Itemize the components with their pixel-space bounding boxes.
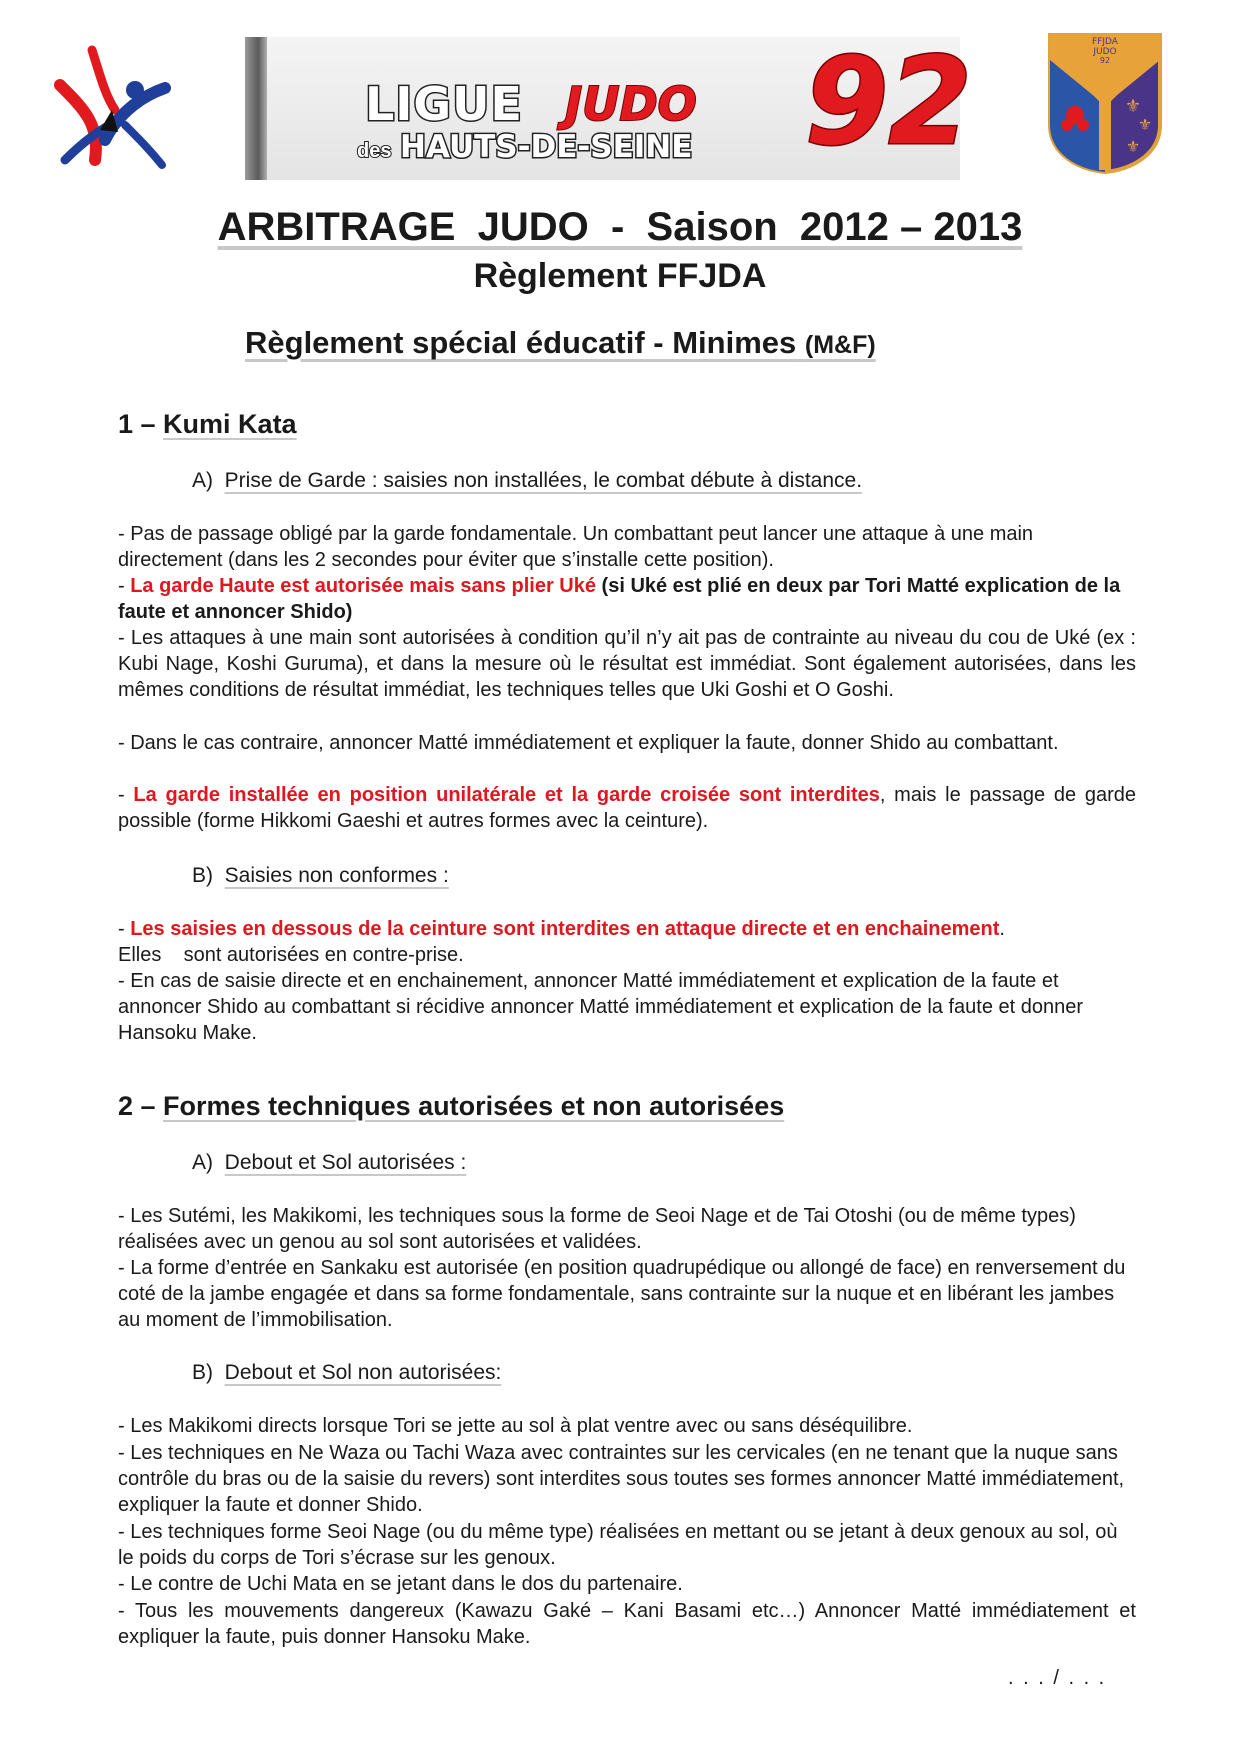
section-1-number: 1 – xyxy=(118,409,164,439)
page-header xyxy=(0,0,1240,190)
banner-ligue-text: LIGUE xyxy=(365,77,523,131)
crest-text-top: FFJDA xyxy=(1092,37,1118,47)
continuation-marker: . . . / . . . xyxy=(1008,1667,1107,1689)
section-1a-title: Prise de Garde : saisies non installées, le combat débute à distance. xyxy=(224,469,863,492)
svg-text:⚜: ⚜ xyxy=(1124,96,1142,117)
section-1b-line-2: Elles sont autorisées en contre-prise. xyxy=(118,944,464,966)
section-1a-paragraph-1: - Pas de passage obligé par la garde fondamentale. Un combattant peut lancer une attaque à une main directement (dans les 2 secondes pour éviter que s’installe cette position). xyxy=(118,523,1034,571)
section-1b-paragraph-2: - En cas de saisie directe et en enchainement, annoncer Matté immédiatement et explication de la faute et annoncer Shido au combattant si récidive annoncer Matté immédiatement et explication de la faute et donner Hansoku Make. xyxy=(118,970,1084,1044)
section-1-title: Kumi Kata xyxy=(163,409,297,439)
section-2b-paragraph-5: - Tous les mouvements dangereux (Kawazu Gaké – Kani Basami etc…) Annoncer Matté immédiatement et expliquer la faute, puis donner Hansoku Make. xyxy=(118,1600,1136,1648)
red-rule-saisies: Les saisies en dessous de la ceinture sont interdites en attaque directe et en enchainement xyxy=(130,918,1000,940)
section-2b-letter: B) xyxy=(192,1361,213,1384)
banner-hauts-de-seine-text: HAUTS-DE-SEINE xyxy=(400,129,693,165)
section-2a-paragraph-2: - La forme d’entrée en Sankaku est autorisée (en position quadrupédique ou allongé de face) en renversement du coté de la jambe engagée et dans sa forme fondamentale, sans contrainte sur la nuque et en libérant les jambes au moment de l’immobilisation. xyxy=(118,1257,1126,1331)
special-rules-suffix: (M&F) xyxy=(804,331,876,359)
section-1a-paragraph-5 xyxy=(118,782,1136,834)
svg-text:⚜: ⚜ xyxy=(1125,137,1141,156)
section-2b-heading xyxy=(192,1361,501,1385)
document-subtitle: Règlement FFJDA xyxy=(473,257,767,295)
dash: - xyxy=(118,575,131,597)
judo-fighters-logo-icon xyxy=(40,40,180,180)
section-1a-paragraph-2 xyxy=(118,573,1136,625)
special-rules-heading xyxy=(245,325,876,361)
section-2-title: Formes techniques autorisées et non autorisées xyxy=(163,1091,785,1121)
svg-text:⚜: ⚜ xyxy=(1137,115,1153,134)
section-2-number: 2 – xyxy=(118,1091,164,1121)
banner-number: 92 xyxy=(805,33,972,172)
crest-text-num: 92 xyxy=(1099,56,1111,65)
section-1-heading xyxy=(118,409,297,440)
dash: - xyxy=(118,918,131,940)
period: . xyxy=(999,918,1005,940)
document-title: ARBITRAGE JUDO - Saison 2012 – 2013 xyxy=(217,205,1023,249)
red-rule-garde-haute: La garde Haute est autorisée mais sans plier Uké xyxy=(130,575,596,597)
section-1a-heading xyxy=(192,469,862,493)
banner-judo-text: JUDO xyxy=(565,77,697,131)
crest-text-mid: JUDO xyxy=(1093,47,1117,57)
special-rules-text: Règlement spécial éducatif - Minimes xyxy=(245,325,797,360)
section-1a-paragraph-4: - Dans le cas contraire, annoncer Matté immédiatement et expliquer la faute, donner Shido au combattant. xyxy=(118,732,1059,754)
section-1a-letter: A) xyxy=(192,469,213,492)
section-2b-paragraph-1: - Les Makikomi directs lorsque Tori se jette au sol à plat ventre avec ou sans déséquilibre. xyxy=(118,1415,913,1437)
section-1a-paragraph-3: - Les attaques à une main sont autorisées à condition qu’il n’y ait pas de contrainte au niveau du cou de Uké (ex : Kubi Nage, Koshi Guruma), et dans la mesure où le résultat est immédiat. Sont également autorisées, dans les mêmes conditions de résultat immédiat, les techniques telles que Uki Goshi et O Goshi. xyxy=(118,627,1136,701)
red-rule-garde-installee: La garde installée en position unilatérale et la garde croisée sont interdites xyxy=(133,784,880,806)
section-1b-heading xyxy=(192,864,449,888)
section-1b-letter: B) xyxy=(192,864,213,887)
section-2a-paragraph-1: - Les Sutémi, les Makikomi, les techniques sous la forme de Seoi Nage et de Tai Otoshi (ou de même types) réalisées avec un genou au sol sont autorisées et validées. xyxy=(118,1205,1099,1253)
section-1b-title: Saisies non conformes : xyxy=(224,864,449,887)
section-1b-paragraph-1 xyxy=(118,916,1148,968)
ffjda-crest-logo-icon xyxy=(1045,30,1165,175)
section-2b-paragraph-4: - Le contre de Uchi Mata en se jetant dans le dos du partenaire. xyxy=(118,1573,683,1595)
section-2a-title: Debout et Sol autorisées : xyxy=(224,1151,467,1174)
banner-bar xyxy=(245,37,267,180)
dash: - xyxy=(118,784,134,806)
section-2-heading xyxy=(118,1091,784,1122)
section-2b-title: Debout et Sol non autorisées: xyxy=(224,1361,502,1384)
section-2a-heading xyxy=(192,1151,466,1175)
banner-des-text: des xyxy=(357,140,392,162)
rule-note-bold: (si Uké est plié en deux par Tori Matté explication de la faute et annoncer Shido) xyxy=(118,575,1121,623)
section-2b-paragraph-3: - Les techniques forme Seoi Nage (ou du même type) réalisées en mettant ou se jetant à deux genoux au sol, où le poids du corps de Tori s’écrase sur les genoux. xyxy=(118,1521,1118,1569)
rule-continuation: , mais le passage de garde possible (forme Hikkomi Gaeshi et autres formes avec la ceinture). xyxy=(118,784,1136,832)
section-2a-letter: A) xyxy=(192,1151,213,1174)
ligue-banner xyxy=(245,33,972,180)
section-2b-paragraph-2: - Les techniques en Ne Waza ou Tachi Waza avec contraintes sur les cervicales (en ne tenant que la nuque sans contrôle du bras ou de la saisie du revers) sont interdites sous toutes ses formes annoncer Matté immédiatement, expliquer la faute et donner Shido. xyxy=(118,1442,1125,1516)
